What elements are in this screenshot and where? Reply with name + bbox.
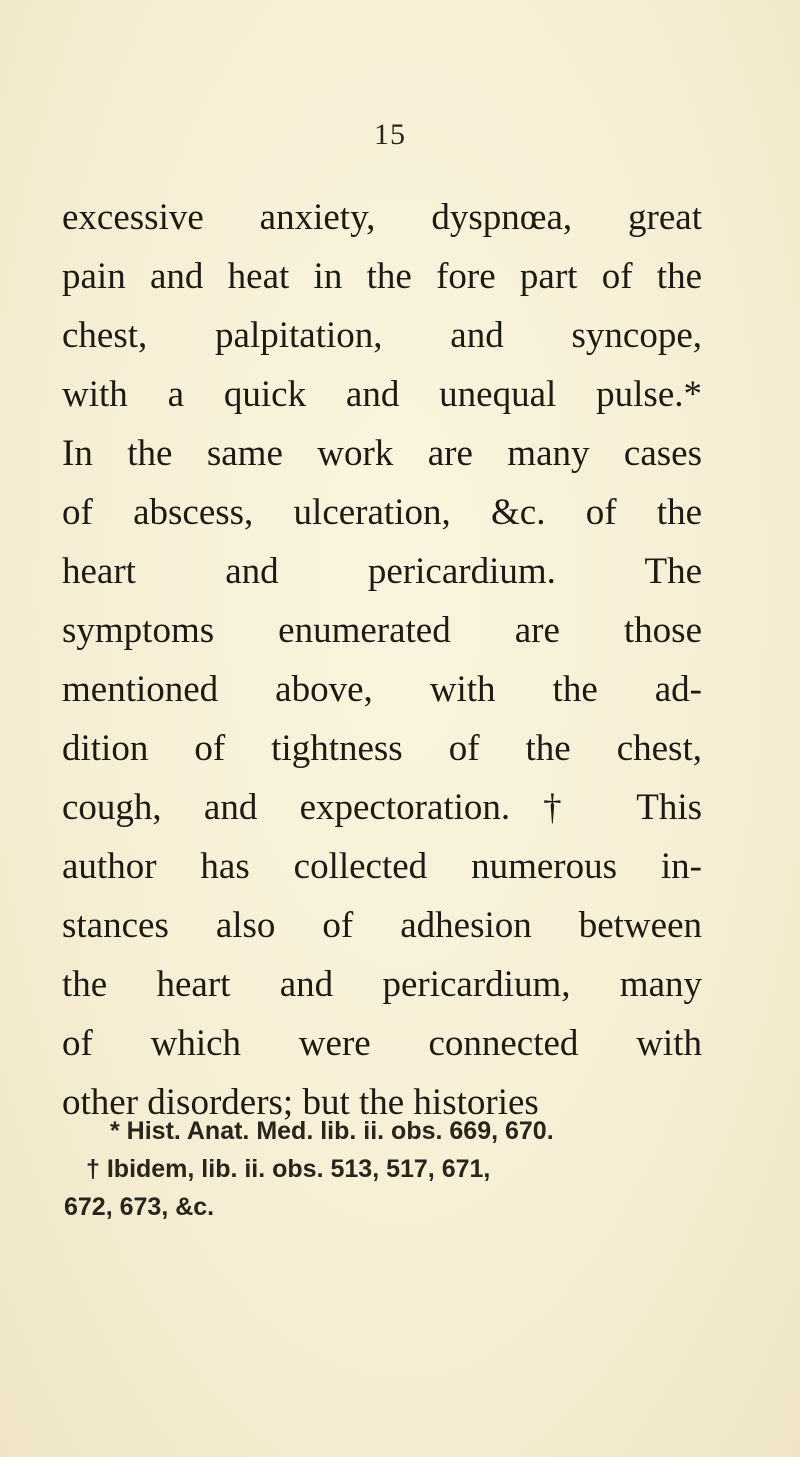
footnotes <box>64 1112 686 1226</box>
body-line: author has collected numerous in- <box>62 846 702 887</box>
footnote-line: † Ibidem, lib. ii. obs. 513, 517, 671, <box>86 1155 491 1183</box>
page-number: 15 <box>374 118 406 151</box>
body-line: excessive anxiety, dyspnœa, great <box>62 197 702 238</box>
footnote-line: 672, 673, &c. <box>64 1193 215 1221</box>
body-line: of abscess, ulceration, &c. of the <box>62 492 702 533</box>
body-line: stances also of adhesion between <box>62 905 702 946</box>
body-line: with a quick and unequal pulse.* <box>62 374 702 415</box>
body-line: pain and heat in the fore part of the <box>62 256 702 297</box>
body-line: of which were connected with <box>62 1023 702 1064</box>
body-line: chest, palpitation, and syncope, <box>62 315 702 356</box>
body-line: cough, and expectoration.† This <box>62 787 702 828</box>
body-text <box>62 188 702 1132</box>
body-line: heart and pericardium. The <box>62 551 702 592</box>
footnote-line: * Hist. Anat. Med. lib. ii. obs. 669, 670. <box>110 1117 554 1145</box>
body-line: In the same work are many cases <box>62 433 702 474</box>
body-line: symptoms enumerated are those <box>62 610 702 651</box>
body-line: mentioned above, with the ad- <box>62 669 702 710</box>
body-line: dition of tightness of the chest, <box>62 728 702 769</box>
body-line: other disorders; but the histories <box>62 1082 539 1123</box>
body-line: the heart and pericardium, many <box>62 964 702 1005</box>
